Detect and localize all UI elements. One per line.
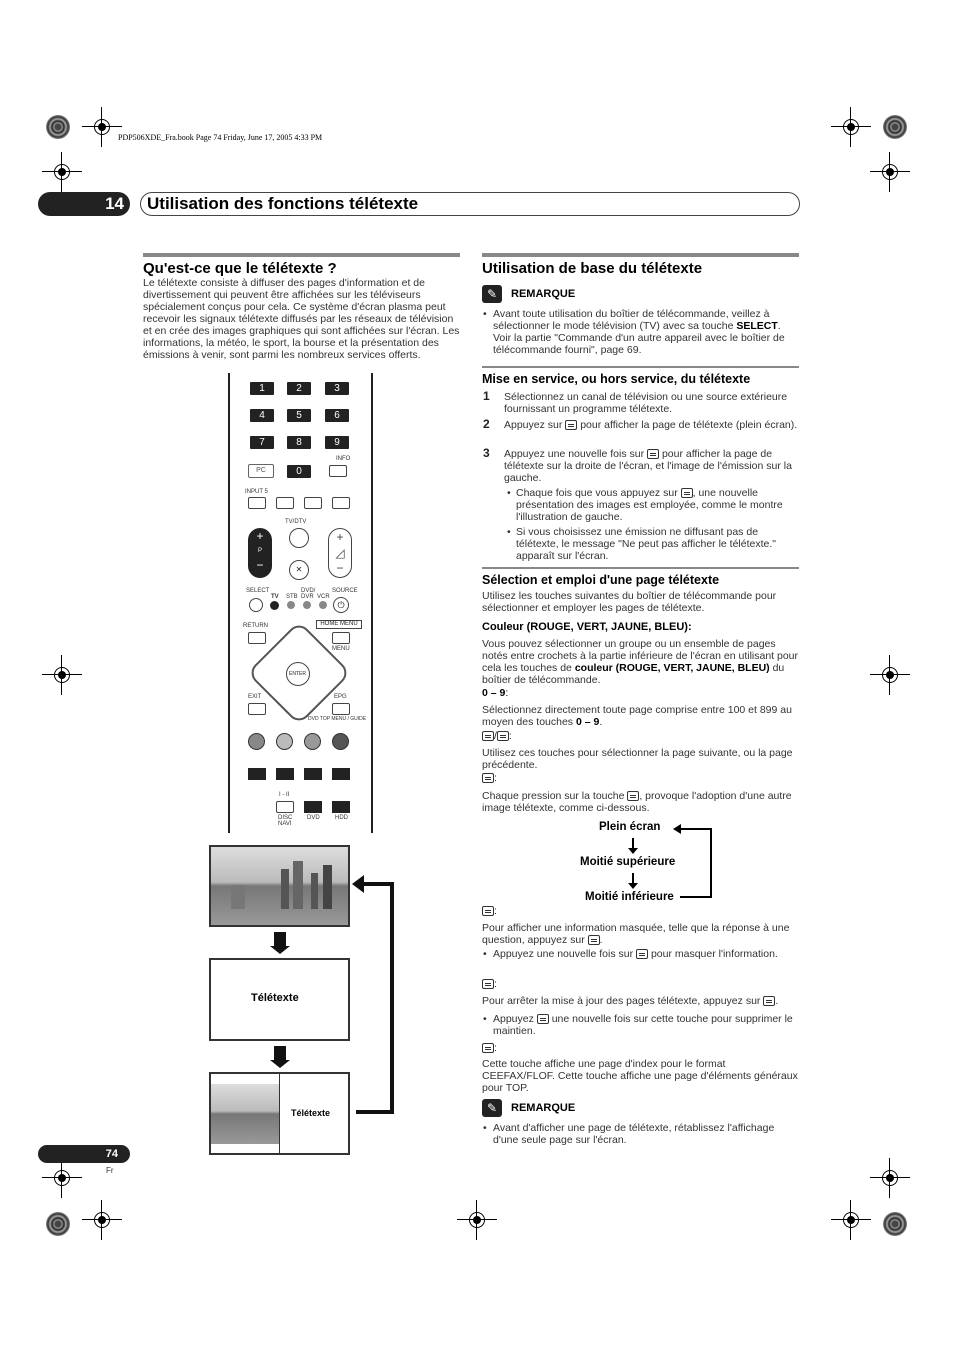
digit-key: 7 (250, 436, 274, 449)
split-screen (209, 1072, 350, 1155)
power-key: ⏻ (333, 597, 349, 613)
step3-b1-pre: Chaque fois que vous appuyez sur (516, 487, 678, 499)
crop-mark (831, 1200, 871, 1240)
page-up-icon (482, 731, 494, 741)
menu-key (332, 632, 350, 644)
left-heading: Qu'est-ce que le télétexte ? (143, 260, 337, 277)
size-text-post: , provoque l'adoption d'une autre image télétexte, comme ci-dessous. (482, 790, 792, 814)
tv-indicator (270, 601, 279, 610)
exit-key (248, 703, 266, 715)
step2-pre: Appuyez sur (504, 419, 563, 431)
hold-text-body: Pour arrêter la mise à jour des pages télétexte, appuyez sur (482, 995, 761, 1007)
step2-post: pour afficher la page de télétexte (plein écran). (580, 419, 798, 431)
step3-post: pour afficher la page de télétexte sur la droite de l'écran, et l'image de l'émission sur la gauche. (504, 448, 792, 484)
flow-lower: Moitié inférieure (585, 891, 674, 903)
note-label: REMARQUE (511, 1102, 576, 1114)
reveal-b1-post: pour masquer l'information. (650, 948, 778, 960)
hdd-key (332, 801, 350, 813)
note-label: REMARQUE (511, 288, 576, 300)
sub1-heading: Mise en service, ou hors service, du télétexte (482, 372, 751, 386)
step3 (504, 448, 799, 484)
teletext-screen (209, 958, 350, 1041)
hold-bullet: • Appuyez une nouvelle fois sur cette touche pour supprimer le maintien. (483, 1013, 793, 1037)
size-icon (482, 773, 494, 783)
teletext-row-keys (248, 768, 352, 780)
color-text-bold: couleur (ROUGE, VERT, JAUNE, BLEU) (574, 662, 770, 674)
info-key (329, 465, 347, 477)
step3-b2: Si vous choisissez une émission ne diffusant pas de télétexte, le message "Ne peut pas afficher le télétexte." apparaît sur l'écran. (516, 526, 776, 562)
index-text: Cette touche affiche une page d'index pour le format CEEFAX/FLOF. Cette touche affiche une page d'éléments généraux pour TOP. (482, 1058, 798, 1094)
color-text (482, 638, 799, 686)
info-label: INFO (336, 456, 351, 462)
step1: Sélectionnez un canal de télévision ou une source extérieure fournissant un programme télétexte. (504, 391, 788, 415)
hold-icon (537, 1014, 549, 1024)
return-label: RETURN (243, 623, 268, 629)
header-stamp: PDP506XDE_Fra.book Page 74 Friday, June 17, 2005 4:33 PM (118, 133, 323, 142)
hold-text: Pour arrêter la mise à jour des pages télétexte, appuyez sur . (482, 995, 779, 1007)
pc-key: PC (248, 464, 274, 478)
digit-key: 3 (325, 382, 349, 395)
i-ii-label: I - II (279, 792, 290, 798)
dvd-key (304, 801, 322, 813)
yellow-key (304, 733, 321, 750)
reveal-b1-pre: Appuyez une nouvelle fois sur (493, 948, 634, 960)
flow-upper: Moitié supérieure (580, 856, 676, 868)
digits-head: 0 – 9 (482, 687, 506, 699)
digit-key: 4 (250, 409, 274, 422)
tvdtv-key (289, 528, 309, 548)
tvdtv-label: TV/DTV (285, 519, 307, 525)
return-loop-head (352, 875, 364, 893)
down-arrow-head (270, 1060, 290, 1068)
step3-bullet1: • Chaque fois que vous appuyez sur , une nouvelle présentation des images est employée, comme le montre l'illustration de gauche. (507, 487, 783, 523)
left-intro: Le télétexte consiste à diffuser des pages d'information et de divertissement qui peuvent être affichées sur les téléviseurs spécialement conçus pour cela. Ce système d'écran plasma peut recevoir les signaux télétexte diffusés par les réseaux de télévision et en crée des images graphiques qui sont affichées sur l'écran. Les informations, la météo, le sport, la bourse et la présentation des émissions à venir, sont parmi les nombreux services offerts. (143, 277, 460, 361)
sub2-heading: Sélection et emploi d'une page télétexte (482, 573, 720, 587)
dvd-top-menu-label: DVD TOP MENU / GUIDE (308, 716, 367, 722)
red-key (248, 733, 265, 750)
crop-mark (42, 152, 82, 192)
crop-mark (42, 1158, 82, 1198)
dvd-dvr-label: DVD/ DVR (301, 588, 316, 600)
step3-b1-post: , une nouvelle présentation des images est employée, comme le montre l'illustration de gauche. (516, 487, 783, 523)
pages-text: Utilisez ces touches pour sélectionner la page suivante, ou la page précédente. (482, 747, 793, 771)
digit-key: 1 (250, 382, 274, 395)
epg-key (332, 703, 350, 715)
step-number: 3 (483, 446, 490, 460)
vcr-label: VCR (317, 594, 330, 600)
home-menu-label: HOME MENU (316, 620, 362, 629)
chapter-title: Utilisation des fonctions télétexte (147, 194, 419, 213)
registration-disc (883, 115, 907, 139)
page-down-icon (497, 731, 509, 741)
source-label: SOURCE (332, 588, 358, 594)
hold-icon (482, 979, 494, 989)
digit-key: 9 (325, 436, 349, 449)
note1-pre: Avant toute utilisation du boîtier de télécommande, veillez à sélectionner le mode télévision (TV) avec sa touche (493, 308, 770, 332)
return-loop-arrow (356, 882, 394, 1114)
stb-indicator (287, 601, 295, 609)
p-label: P (257, 548, 262, 554)
size-key-icon-row: : (482, 772, 497, 784)
crop-mark (870, 1158, 910, 1198)
note1-post: . Voir la partie "Commande d'un autre appareil avec le boîtier de télécommande fourni", page 69. (493, 320, 785, 356)
epg-label: EPG (334, 694, 347, 700)
size-text (482, 790, 799, 814)
digit-key: 6 (325, 409, 349, 422)
registration-disc (46, 1212, 70, 1236)
note1: • Avant toute utilisation du boîtier de télécommande, veillez à sélectionner le mode télévision (TV) avec sa touche SELECT. Voir la partie "Commande d'un autre appareil avec le boîtier de télécommande fourni", page 69. (483, 308, 785, 356)
green-key (276, 733, 293, 750)
index-icon (482, 1043, 494, 1053)
digits-text-bold: 0 – 9 (575, 716, 600, 728)
color-text-post: du boîtier de télécommande. (482, 662, 785, 686)
split-key (332, 497, 350, 509)
crop-mark (457, 1200, 497, 1240)
section-rule (482, 253, 799, 257)
step-number: 2 (483, 417, 490, 431)
chapter-number (38, 192, 130, 216)
volume-rocker: + ◿ − (328, 528, 352, 578)
reveal-text-body: Pour afficher une information masquée, telle que la réponse à une question, appuyez sur (482, 922, 790, 946)
mute-key: ✕ (289, 560, 309, 580)
input5-key (248, 497, 266, 509)
digits-text: Sélectionnez directement toute page comprise entre 100 et 899 au moyen des touches 0 – 9. (482, 704, 792, 728)
crop-mark (82, 1200, 122, 1240)
blue-key (332, 733, 349, 750)
digit-key: 2 (287, 382, 311, 395)
digit-key: 5 (287, 409, 311, 422)
step3-bullet2: • Si vous choisissez une émission ne diffusant pas de télétexte, le message "Ne peut pas afficher le télétexte." apparaît sur l'écran. (507, 526, 776, 562)
hold-b1-pre: Appuyez (493, 1013, 534, 1025)
select-key (249, 598, 263, 612)
exit-label: EXIT (248, 694, 262, 700)
teletext-screen-label: Télétexte (251, 992, 299, 1004)
language-code: Fr (106, 1166, 114, 1175)
menu-label: MENU (332, 646, 350, 652)
teletext-key (276, 497, 294, 509)
hold-icon (763, 996, 775, 1006)
index-icon-row: : (482, 1042, 497, 1054)
stb-label: STB (286, 594, 298, 600)
i-ii-key (276, 801, 294, 813)
color-heading: Couleur (ROUGE, VERT, JAUNE, BLEU): (482, 621, 692, 633)
reveal-icon (588, 935, 600, 945)
hold-icon-row: : (482, 978, 497, 990)
dvd-indicator (303, 601, 311, 609)
tv-label: TV (271, 594, 279, 600)
registration-disc (883, 1212, 907, 1236)
teletext-icon (647, 449, 659, 459)
sub2-intro: Utilisez les touches suivantes du boîtier de télécommande pour sélectionner et employer les pages de télétexte. (482, 590, 777, 614)
enter-label: ENTER (289, 671, 306, 677)
select-label: SELECT (246, 588, 270, 594)
page-number: 74 (105, 1148, 118, 1160)
reveal-icon (636, 949, 648, 959)
return-key (248, 632, 266, 644)
teletext-icon (681, 488, 693, 498)
step3-pre: Appuyez une nouvelle fois sur (504, 448, 645, 460)
freeze-key (304, 497, 322, 509)
flow-arrow-down-head (628, 883, 638, 889)
chapter-title-bar (140, 192, 800, 216)
digits-text-pre: Sélectionnez directement toute page comprise entre 100 et 899 au moyen des touches (482, 704, 792, 728)
crop-mark (42, 655, 82, 695)
reveal-icon-row: : (482, 905, 497, 917)
section-rule (143, 253, 460, 257)
crop-mark (82, 107, 122, 147)
hold-b1-post: une nouvelle fois sur cette touche pour supprimer le maintien. (493, 1013, 793, 1037)
chapter-number-text: 14 (105, 194, 124, 213)
step2 (504, 419, 799, 431)
teletext-icon (565, 420, 577, 430)
reveal-icon (482, 906, 494, 916)
note2: • Avant d'afficher une page de télétexte, rétablissez l'affichage d'une seule page sur l'écran. (483, 1122, 775, 1146)
reveal-text: Pour afficher une information masquée, telle que la réponse à une question, appuyez sur . (482, 922, 790, 946)
enter-key (286, 662, 310, 686)
page-number-badge (38, 1145, 130, 1163)
reveal-bullet: • Appuyez une nouvelle fois sur pour masquer l'information. (483, 948, 778, 960)
note-icon: ✎ (482, 1099, 502, 1117)
down-arrow-head (270, 946, 290, 954)
flow-arrow-down-head (628, 848, 638, 854)
step-number: 1 (483, 389, 490, 403)
note1-bold: SELECT (736, 320, 778, 332)
flow-full: Plein écran (599, 821, 661, 833)
note2-text: Avant d'afficher une page de télétexte, rétablissez l'affichage d'une seule page sur l'écran. (493, 1122, 775, 1146)
digit-key: 0 (287, 465, 311, 478)
note-icon: ✎ (482, 285, 502, 303)
size-text-pre: Chaque pression sur la touche (482, 790, 625, 802)
split-screen-label: Télétexte (291, 1108, 331, 1118)
subsection-rule (482, 567, 799, 569)
color-text-pre: Vous pouvez sélectionner un groupe ou un ensemble de pages notés entre crochets à la partie inférieure de l'écran en utilisant pour cela les touches de (482, 638, 799, 674)
disc-navi-label: DISC NAVI (278, 815, 293, 827)
registration-disc (46, 115, 70, 139)
hdd-label: HDD (335, 815, 348, 821)
crop-mark (870, 655, 910, 695)
flow-loop (680, 828, 712, 898)
flow-loop-head (673, 824, 681, 834)
crop-mark (870, 152, 910, 192)
crop-mark (831, 107, 871, 147)
input5-label: INPUT 5 (245, 489, 268, 495)
digit-key: 8 (287, 436, 311, 449)
channel-rocker: + P − (248, 528, 272, 578)
dvd-label: DVD (307, 815, 320, 821)
subsection-rule (482, 366, 799, 368)
tv-picture (209, 845, 350, 927)
digits-heading: 0 – 9: (482, 687, 509, 699)
vcr-indicator (319, 601, 327, 609)
right-heading: Utilisation de base du télétexte (482, 260, 703, 277)
size-icon (627, 791, 639, 801)
page-keys-icons: / : (482, 730, 512, 742)
